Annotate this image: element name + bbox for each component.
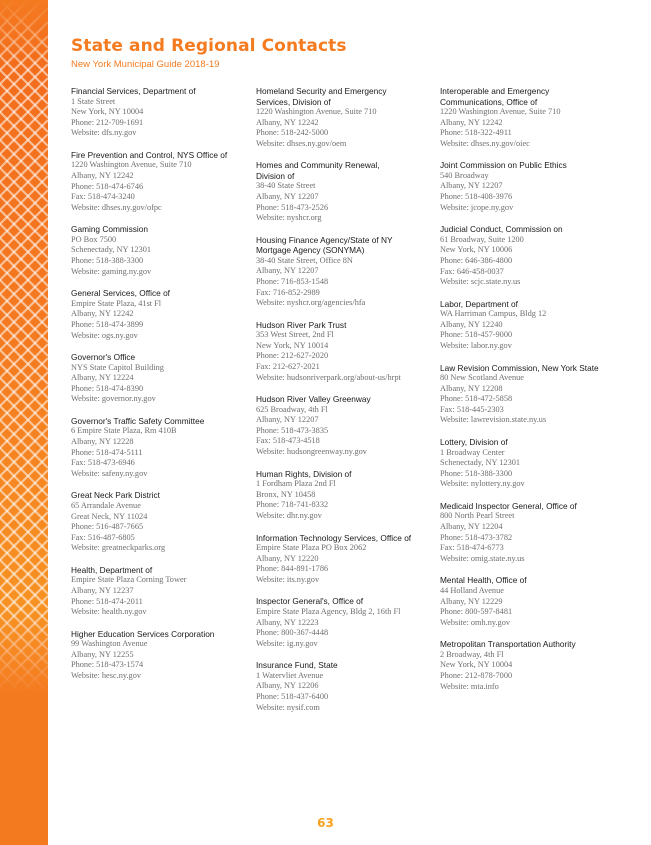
address-line: Albany, NY 12255 xyxy=(71,649,134,659)
website-line: Website: greatneckparks.org xyxy=(71,543,166,553)
page-title: State and Regional Contacts xyxy=(71,36,347,56)
address-line: Schenectady, NY 12301 xyxy=(71,245,152,255)
website-line: Website: lawrevision.state.ny.us xyxy=(440,415,547,425)
agency-name: Mortgage Agency (SONYMA) xyxy=(256,245,365,256)
lattice-pattern xyxy=(0,0,48,845)
phone-line: Phone: 844-891-1786 xyxy=(256,564,329,574)
address-line: Albany, NY 12207 xyxy=(256,415,319,425)
agency-name: General Services, Office of xyxy=(71,288,170,299)
address-line: 61 Broadway, Suite 1200 xyxy=(440,234,524,244)
address-line: PO Box 7500 xyxy=(71,234,117,244)
phone-line: Phone: 518-322-4911 xyxy=(440,128,512,138)
agency-name: Hudson River Park Trust xyxy=(256,319,347,330)
agency-name: Insurance Fund, State xyxy=(256,660,338,671)
contact-entry xyxy=(440,299,618,352)
fax-line: Fax: 716-852-2989 xyxy=(256,287,320,297)
website-line: Website: gaming.ny.gov xyxy=(71,266,152,276)
contact-entry xyxy=(71,86,249,139)
agency-name: Information Technology Services, Office of xyxy=(256,532,412,543)
phone-line: Phone: 716-853-1548 xyxy=(256,276,329,286)
address-line: 1 Fordham Plaza 2nd Fl xyxy=(256,479,336,489)
address-line: Empire State Plaza PO Box 2062 xyxy=(256,543,367,553)
website-line: Website: nysif.com xyxy=(256,702,320,712)
phone-line: Phone: 518-474-5111 xyxy=(71,447,143,457)
phone-line: Phone: 518-473-3782 xyxy=(440,532,513,542)
address-line: 540 Broadway xyxy=(440,170,489,180)
address-line: Albany, NY 12242 xyxy=(71,170,134,180)
contact-entry xyxy=(440,501,618,564)
phone-line: Phone: 800-597-8481 xyxy=(440,607,513,617)
contact-entry xyxy=(256,596,434,649)
address-line: Albany, NY 12228 xyxy=(71,437,134,447)
website-line: Website: dhses.ny.gov/oiec xyxy=(440,138,530,148)
address-line: Schenectady, NY 12301 xyxy=(440,458,521,468)
agency-name: Judicial Conduct, Commission on xyxy=(440,224,563,235)
website-line: Website: hudsongreenway.ny.gov xyxy=(256,447,367,457)
website-line: Website: dhses.ny.gov/ofpc xyxy=(71,202,162,212)
website-line: Website: dfs.ny.gov xyxy=(71,128,137,138)
address-line: Empire State Plaza Corning Tower xyxy=(71,575,187,585)
website-line: Website: governor.ny.gov xyxy=(71,394,156,404)
phone-line: Phone: 518-473-1574 xyxy=(71,660,144,670)
contact-entry xyxy=(440,575,618,628)
contact-entry xyxy=(256,394,434,457)
address-line: NYS State Capitol Building xyxy=(71,362,164,372)
fax-line: Fax: 518-474-3240 xyxy=(71,192,135,202)
address-line: Albany, NY 12224 xyxy=(71,373,134,383)
agency-name: Mental Health, Office of xyxy=(440,575,527,586)
agency-name: Law Revision Commission, New York State xyxy=(440,362,599,373)
agency-name: Hudson River Valley Greenway xyxy=(256,394,371,405)
contacts-column-2 xyxy=(256,86,434,724)
address-line: New York, NY 10004 xyxy=(440,660,513,670)
agency-name: Higher Education Services Corporation xyxy=(71,628,215,639)
address-line: 38-40 State Street xyxy=(256,181,316,191)
contact-entry xyxy=(440,639,618,692)
website-line: Website: nyshcr.org xyxy=(256,213,322,223)
address-line: Albany, NY 12220 xyxy=(256,553,319,563)
phone-line: Phone: 518-473-2526 xyxy=(256,202,329,212)
fax-line: Fax: 518-473-6946 xyxy=(71,458,135,468)
page-subtitle: New York Municipal Guide 2018-19 xyxy=(71,59,220,70)
address-line: New York, NY 10006 xyxy=(440,245,513,255)
address-line: Albany, NY 12229 xyxy=(440,596,503,606)
agency-name: Housing Finance Agency/State of NY xyxy=(256,234,393,245)
agency-name: Division of xyxy=(256,170,295,181)
address-line: 1220 Washington Avenue, Suite 710 xyxy=(256,107,377,116)
phone-line: Phone: 518-473-3835 xyxy=(256,425,329,435)
address-line: 38-40 State Street, Office 8N xyxy=(256,255,353,265)
contact-entry xyxy=(256,320,434,383)
phone-line: Phone: 212-627-2020 xyxy=(256,351,329,361)
agency-name: Fire Prevention and Control, NYS Office of xyxy=(71,149,228,160)
phone-line: Phone: 800-367-4448 xyxy=(256,628,329,638)
contact-entry xyxy=(440,224,618,287)
fax-line: Fax: 518-473-4518 xyxy=(256,436,320,446)
address-line: Albany, NY 12240 xyxy=(440,319,503,329)
address-line: Albany, NY 12204 xyxy=(440,522,503,532)
address-line: WA Harriman Campus, Bldg 12 xyxy=(440,309,547,319)
phone-line: Phone: 518-457-9000 xyxy=(440,330,513,340)
contact-entry xyxy=(256,469,434,522)
phone-line: Phone: 518-474-3899 xyxy=(71,319,144,329)
address-line: Bronx, NY 10458 xyxy=(256,489,316,499)
agency-name: Communications, Office of xyxy=(440,96,538,107)
fax-line: Fax: 212-627-2021 xyxy=(256,362,320,371)
agency-name: Lottery, Division of xyxy=(440,437,508,448)
fax-line: Fax: 646-458-0037 xyxy=(440,266,504,276)
agency-name: Services, Division of xyxy=(256,96,331,107)
address-line: 80 New Scotland Avenue xyxy=(440,373,524,383)
agency-name: Governor's Office xyxy=(71,352,136,363)
address-line: 353 West Street, 2nd Fl xyxy=(256,330,334,340)
address-line: 6 Empire State Plaza, Rm 410B xyxy=(71,426,177,436)
agency-name: Inspector General's, Office of xyxy=(256,596,364,607)
page-number: 63 xyxy=(317,816,334,830)
agency-name: Health, Department of xyxy=(71,564,153,575)
fax-line: Fax: 518-445-2303 xyxy=(440,404,504,414)
website-line: Website: ogs.ny.gov xyxy=(71,330,138,340)
fax-line: Fax: 516-487-6805 xyxy=(71,532,135,542)
address-line: 1220 Washington Avenue, Suite 710 xyxy=(440,107,561,116)
contact-entry xyxy=(71,416,249,479)
agency-name: Homeland Security and Emergency xyxy=(256,86,387,96)
address-line: 1 State Street xyxy=(71,96,116,106)
address-line: 1220 Washington Avenue, Suite 710 xyxy=(71,160,192,170)
contact-entry xyxy=(440,86,618,149)
address-line: Albany, NY 12237 xyxy=(71,586,134,595)
website-line: Website: safeny.ny.gov xyxy=(71,468,148,478)
agency-name: Human Rights, Division of xyxy=(256,468,352,479)
phone-line: Phone: 518-474-6746 xyxy=(71,181,144,191)
contact-entry xyxy=(71,352,249,405)
address-line: Albany, NY 12208 xyxy=(440,383,503,393)
website-line: Website: hesc.ny.gov xyxy=(71,671,141,681)
agency-name: Gaming Commission xyxy=(71,224,148,235)
decorative-sidebar xyxy=(0,0,48,845)
address-line: Albany, NY 12223 xyxy=(256,617,319,627)
agency-name: Joint Commission on Public Ethics xyxy=(440,160,567,171)
address-line: New York, NY 10004 xyxy=(71,107,144,117)
website-line: Website: dhses.ny.gov/oem xyxy=(256,138,347,148)
contact-entry xyxy=(256,160,434,223)
address-line: New York, NY 10014 xyxy=(256,340,329,350)
website-line: Website: scjc.state.ny.us xyxy=(440,277,521,287)
contact-entry xyxy=(71,565,249,618)
agency-name: Great Neck Park District xyxy=(71,490,160,501)
website-line: Website: nyshcr.org/agencies/hfa xyxy=(256,298,366,308)
phone-line: Phone: 518-242-5000 xyxy=(256,128,329,138)
address-line: 800 North Pearl Street xyxy=(440,511,515,521)
phone-line: Phone: 212-878-7000 xyxy=(440,670,513,680)
agency-name: Homes and Community Renewal, xyxy=(256,160,380,171)
contact-entry xyxy=(71,150,249,213)
address-line: Albany, NY 12207 xyxy=(256,191,319,201)
contact-entry xyxy=(71,224,249,277)
address-line: Albany, NY 12242 xyxy=(71,309,134,319)
contacts-column-1 xyxy=(71,86,249,693)
address-line: 99 Washington Avenue xyxy=(71,639,148,649)
website-line: Website: hudsonriverpark.org/about-us/hrpt xyxy=(256,372,401,382)
contact-entry xyxy=(256,533,434,586)
address-line: 44 Holland Avenue xyxy=(440,585,504,595)
address-line: Albany, NY 12206 xyxy=(256,681,319,691)
agency-name: Interoperable and Emergency xyxy=(440,86,550,96)
website-line: Website: labor.ny.gov xyxy=(440,341,512,350)
agency-name: Governor's Traffic Safety Committee xyxy=(71,415,205,426)
address-line: Great Neck, NY 11024 xyxy=(71,511,148,521)
contact-entry xyxy=(71,629,249,682)
website-line: Website: health.ny.gov xyxy=(71,607,147,617)
agency-name: Labor, Department of xyxy=(440,298,518,309)
contact-entry xyxy=(71,490,249,553)
contact-entry xyxy=(256,660,434,713)
contact-entry xyxy=(440,363,618,426)
contacts-column-3 xyxy=(440,86,618,703)
address-line: 65 Arrandale Avenue xyxy=(71,500,141,510)
website-line: Website: dhr.ny.gov xyxy=(256,510,322,520)
fax-line: Fax: 518-474-6773 xyxy=(440,543,504,553)
phone-line: Phone: 518-408-3976 xyxy=(440,192,513,202)
agency-name: Financial Services, Department of xyxy=(71,86,196,96)
website-line: Website: its.ny.gov xyxy=(256,574,320,584)
address-line: 625 Broadway, 4th Fl xyxy=(256,404,328,414)
website-line: Website: omig.state.ny.us xyxy=(440,553,525,563)
website-line: Website: omh.ny.gov xyxy=(440,617,511,627)
contact-entry xyxy=(440,437,618,490)
phone-line: Phone: 518-474-8390 xyxy=(71,383,144,393)
phone-line: Phone: 518-437-6400 xyxy=(256,691,329,701)
phone-line: Phone: 646-386-4800 xyxy=(440,255,513,265)
contact-entry xyxy=(440,160,618,213)
phone-line: Phone: 212-709-1691 xyxy=(71,117,144,127)
address-line: Albany, NY 12242 xyxy=(440,117,503,127)
phone-line: Phone: 718-741-8332 xyxy=(256,500,329,510)
website-line: Website: jcope.ny.gov xyxy=(440,202,514,212)
website-line: Website: ig.ny.gov xyxy=(256,638,318,648)
contact-entry xyxy=(256,235,434,309)
contact-entry xyxy=(256,86,434,149)
agency-name: Metropolitan Transportation Authority xyxy=(440,639,576,650)
website-line: Website: nylottery.ny.gov xyxy=(440,479,525,489)
address-line: Empire State Plaza, 41st Fl xyxy=(71,298,162,308)
address-line: 2 Broadway, 4th Fl xyxy=(440,649,504,659)
address-line: 1 Broadway Center xyxy=(440,447,505,457)
phone-line: Phone: 518-474-2011 xyxy=(71,596,143,606)
address-line: 1 Watervliet Avenue xyxy=(256,670,324,680)
phone-line: Phone: 518-388-3300 xyxy=(71,256,144,266)
phone-line: Phone: 516-487-7665 xyxy=(71,522,144,532)
address-line: Empire State Plaza Agency, Bldg 2, 16th Fl xyxy=(256,606,401,616)
agency-name: Medicaid Inspector General, Office of xyxy=(440,500,577,511)
contact-entry xyxy=(71,288,249,341)
address-line: Albany, NY 12207 xyxy=(440,181,503,191)
address-line: Albany, NY 12242 xyxy=(256,117,319,127)
address-line: Albany, NY 12207 xyxy=(256,266,319,276)
phone-line: Phone: 518-472-5858 xyxy=(440,394,513,404)
website-line: Website: mta.info xyxy=(440,681,499,691)
phone-line: Phone: 518-388-3300 xyxy=(440,468,513,478)
